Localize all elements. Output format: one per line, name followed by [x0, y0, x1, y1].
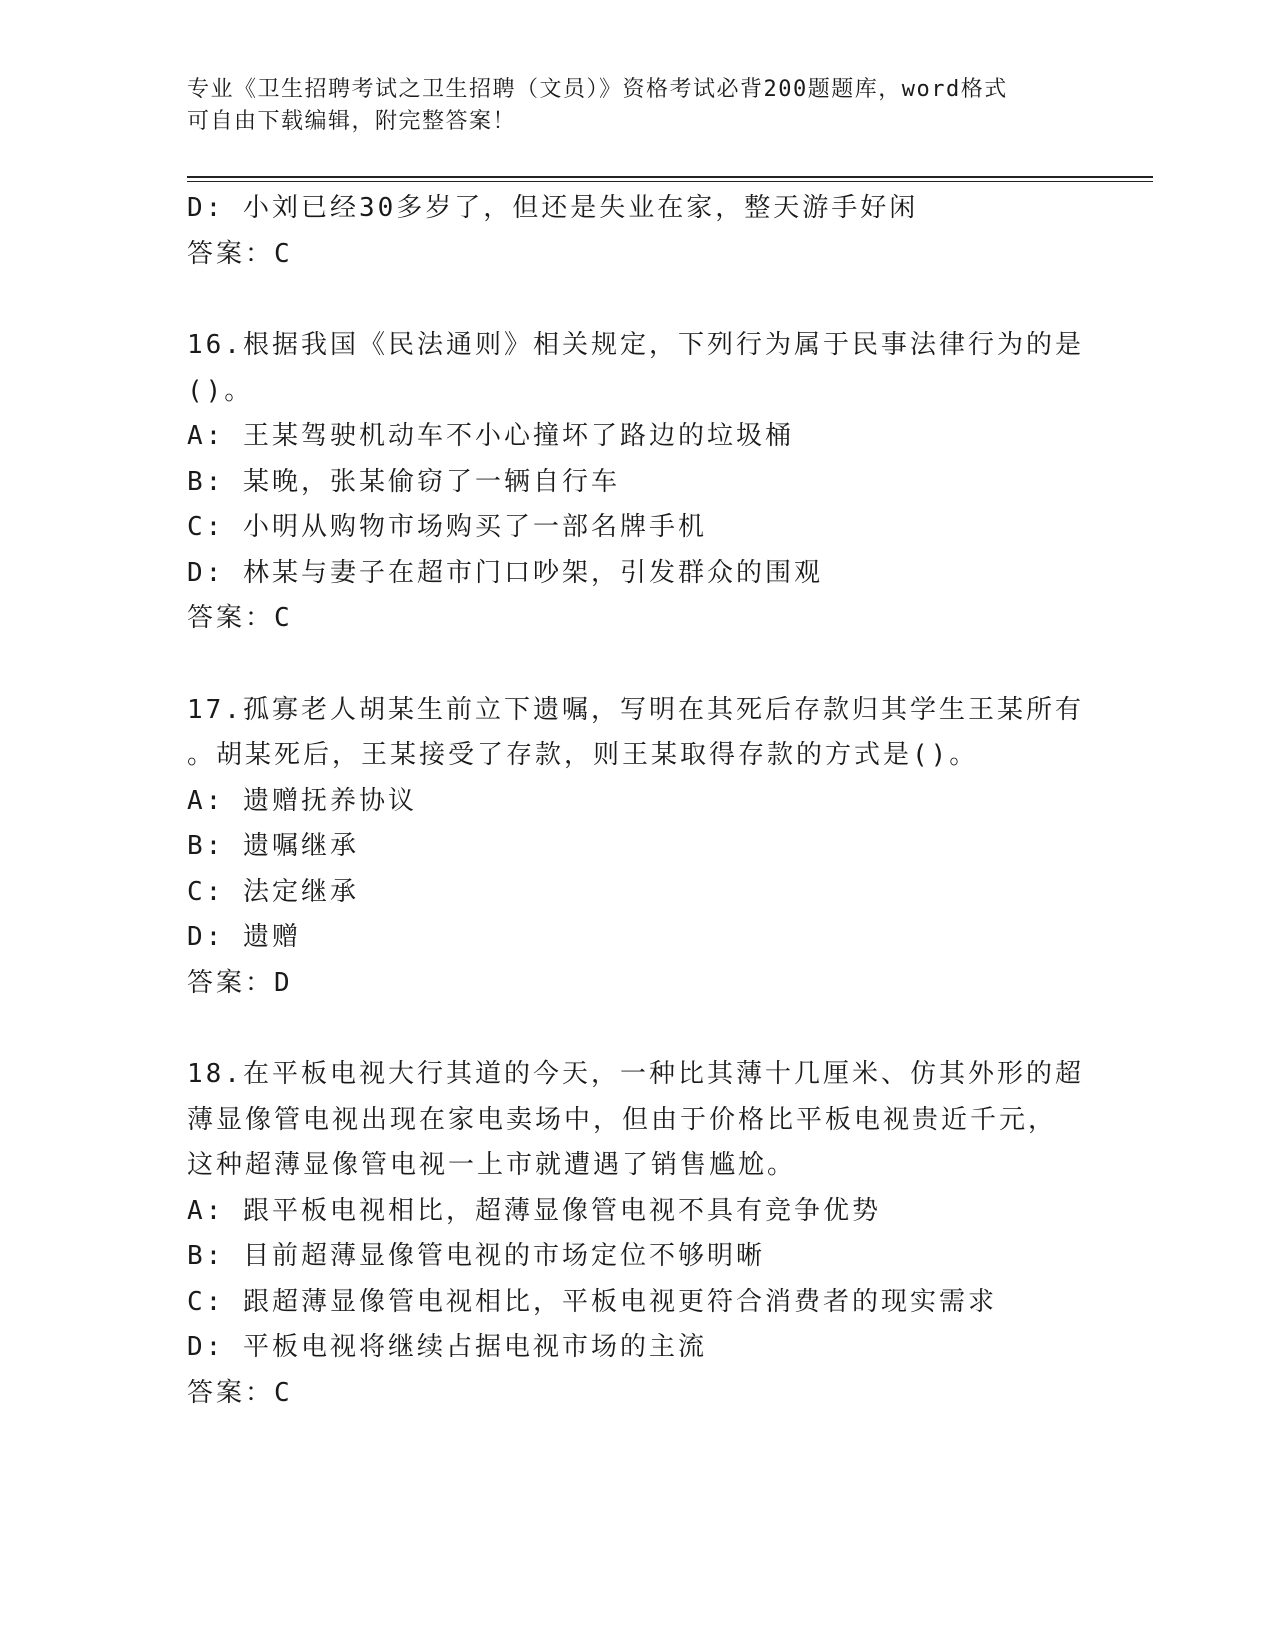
question-stem-line: 这种超薄显像管电视一上市就遭遇了销售尴尬。 — [187, 1150, 797, 1180]
question-stem-line: 16.根据我国《民法通则》相关规定，下列行为属于民事法律行为的是 — [187, 330, 1084, 360]
question-stem-line: 17.孤寡老人胡某生前立下遗嘱，写明在其死后存款归其学生王某所有 — [187, 694, 1084, 725]
option-d: D: 遗赠 — [187, 922, 301, 952]
header-title-line-1: 专业《卫生招聘考试之卫生招聘（文员）》资格考试必背200题题库，word格式 — [187, 77, 1008, 102]
option-b: B: 某晚，张某偷窃了一辆自行车 — [187, 466, 620, 497]
question-stem-line: ()。 — [187, 375, 254, 406]
document-body — [187, 186, 1087, 1416]
document-header — [187, 74, 1067, 138]
option-b: B: 遗嘱继承 — [187, 831, 359, 861]
option-c: C: 法定继承 — [187, 876, 359, 907]
header-title-line-2: 可自由下载编辑，附完整答案！ — [187, 109, 517, 134]
answer-line: 答案：D — [187, 967, 293, 998]
option-b: B: 目前超薄显像管电视的市场定位不够明晰 — [187, 1241, 765, 1271]
option-a: A: 王某驾驶机动车不小心撞坏了路边的垃圾桶 — [187, 421, 794, 451]
option-a: A: 遗赠抚养协议 — [187, 785, 417, 816]
question-stem-line: 薄显像管电视出现在家电卖场中，但由于价格比平板电视贵近千元， — [187, 1104, 1058, 1135]
header-divider-thick — [187, 176, 1153, 178]
answer-line: 答案：C — [187, 603, 293, 633]
answer-line: 答案：C — [187, 1377, 293, 1408]
option-d: D: 小刘已经30多岁了，但还是失业在家，整天游手好闲 — [187, 193, 919, 223]
previous-question-tail — [187, 186, 1087, 277]
option-d: D: 平板电视将继续占据电视市场的主流 — [187, 1332, 707, 1362]
option-d: D: 林某与妻子在超市门口吵架，引发群众的围观 — [187, 557, 823, 588]
answer-line: 答案：C — [187, 238, 293, 269]
header-divider-thin — [187, 181, 1153, 182]
question-stem-line: 18.在平板电视大行其道的今天，一种比其薄十几厘米、仿其外形的超 — [187, 1059, 1084, 1089]
question-17 — [187, 688, 1087, 1007]
question-stem-line: 。胡某死后，王某接受了存款，则王某取得存款的方式是()。 — [187, 740, 979, 770]
option-c: C: 小明从购物市场购买了一部名牌手机 — [187, 512, 707, 542]
option-a: A: 跟平板电视相比，超薄显像管电视不具有竞争优势 — [187, 1195, 881, 1226]
question-18 — [187, 1052, 1087, 1416]
option-c: C: 跟超薄显像管电视相比，平板电视更符合消费者的现实需求 — [187, 1286, 997, 1317]
question-16 — [187, 323, 1087, 642]
